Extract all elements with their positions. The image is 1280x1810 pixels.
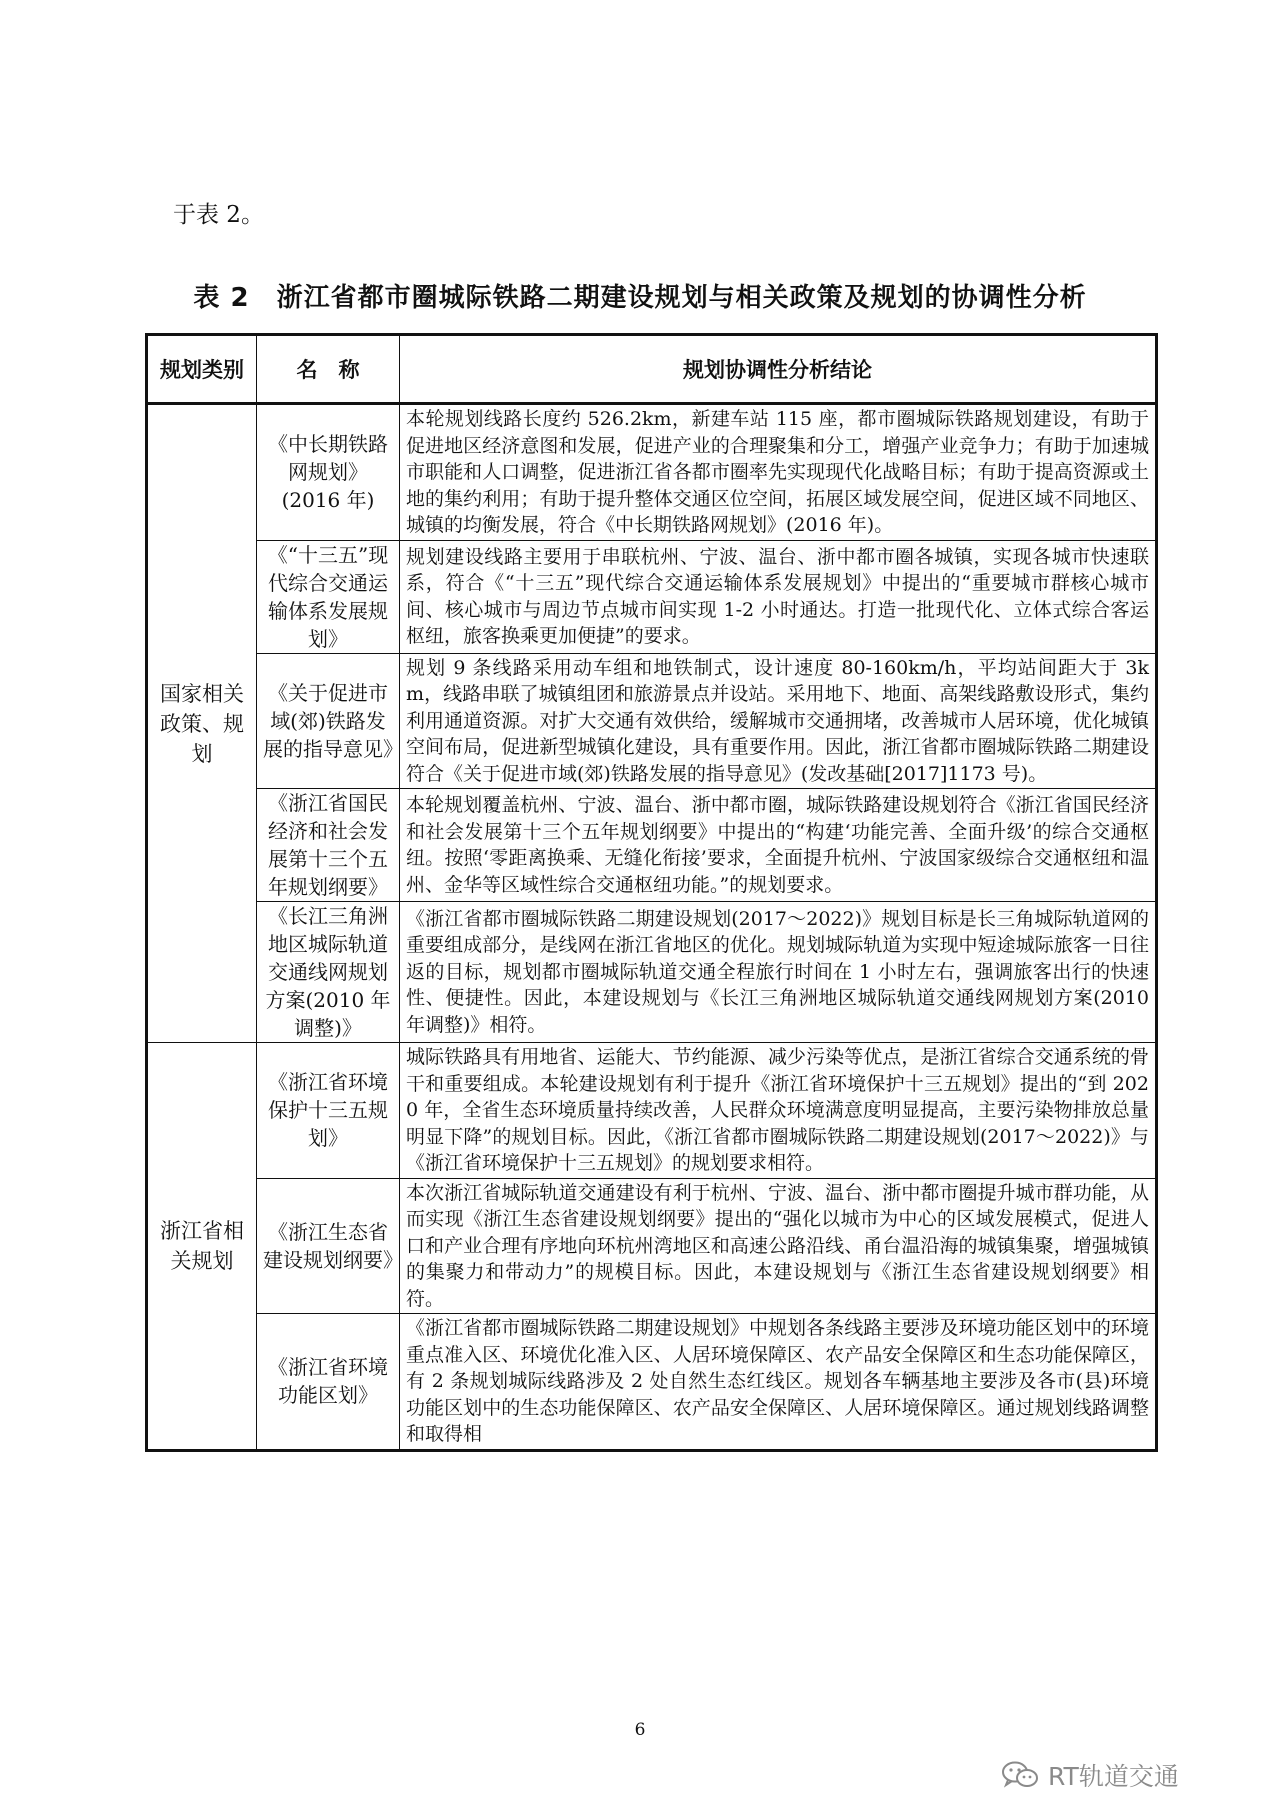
plan-name-cell: 《浙江省环境保护十三五规划》 bbox=[257, 1043, 400, 1179]
table-row bbox=[147, 653, 1157, 789]
table-header-row bbox=[147, 335, 1157, 404]
plan-name-cell: 《中长期铁路网规划》(2016 年) bbox=[257, 404, 400, 541]
header-name: 名 称 bbox=[257, 335, 400, 404]
plan-name-cell: 《浙江省环境功能区划》 bbox=[257, 1314, 400, 1451]
plan-name-cell: 《长江三角洲地区城际轨道交通线网规划方案(2010 年调整)》 bbox=[257, 902, 400, 1043]
plan-name-cell: 《浙江省国民经济和社会发展第十三个五年规划纲要》 bbox=[257, 789, 400, 902]
conclusion-cell: 本轮规划线路长度约 526.2km，新建车站 115 座，都市圈城际铁路规划建设，有助于促进地区经济意图和发展，促进产业的合理聚集和分工，增强产业竞争力；有助于加速城市职能和人口调整，促进浙江省各都市圈率先实现现代化战略目标；有助于提高资源或土地的集约利用；有助于提升整体交通区位空间，拓展区域发展空间，促进区域不同地区、城镇的均衡发展，符合《中长期铁路网规划》(2016 年)。 bbox=[400, 404, 1157, 541]
table-row bbox=[147, 404, 1157, 541]
conclusion-cell: 本次浙江省城际轨道交通建设有利于杭州、宁波、温台、浙中都市圈提升城市群功能，从而实现《浙江生态省建设规划纲要》提出的“强化以城市为中心的区域发展模式，促进人口和产业合理有序地向环杭州湾地区和高速公路沿线、甬台温沿海的城镇集聚，增强城镇的集聚力和带动力”的规模目标。因此，本建设规划与《浙江生态省建设规划纲要》相符。 bbox=[400, 1178, 1157, 1314]
plan-name-cell: 《关于促进市域(郊)铁路发展的指导意见》 bbox=[257, 653, 400, 789]
watermark bbox=[1000, 1757, 1179, 1793]
watermark-text: RT轨道交通 bbox=[1048, 1762, 1179, 1791]
conclusion-cell: 城际铁路具有用地省、运能大、节约能源、减少污染等优点，是浙江省综合交通系统的骨干和重要组成。本轮建设规划有利于提升《浙江省环境保护十三五规划》提出的“到 2020 年，全省生态环境质量持续改善，人民群众环境满意度明显提高，主要污染物排放总量明显下降”的规划目标。因此，《浙江省都市圈城际铁路二期建设规划(2017～2022)》与《浙江省环境保护十三五规划》的规划要求相符。 bbox=[400, 1043, 1157, 1179]
category-cell: 国家相关政策、规划 bbox=[147, 404, 257, 1043]
wechat-icon bbox=[1000, 1760, 1040, 1790]
table-row bbox=[147, 1314, 1157, 1451]
conclusion-cell: 《浙江省都市圈城际铁路二期建设规划(2017～2022)》规划目标是长三角城际轨道网的重要组成部分，是线网在浙江省地区的优化。规划城际轨道为实现中短途城际旅客一日往返的目标，规划都市圈城际轨道交通全程旅行时间在 1 小时左右，强调旅客出行的快速性、便捷性。因此，本建设规划与《长江三角洲地区城际轨道交通线网规划方案(2010 年调整)》相符。 bbox=[400, 902, 1157, 1043]
page-number: 6 bbox=[634, 1720, 646, 1740]
table-row bbox=[147, 789, 1157, 902]
plan-name-cell: 《“十三五”现代综合交通运输体系发展规划》 bbox=[257, 540, 400, 653]
table-row bbox=[147, 1043, 1157, 1179]
conclusion-cell: 《浙江省都市圈城际铁路二期建设规划》中规划各条线路主要涉及环境功能区划中的环境重点准入区、环境优化准入区、人居环境保障区、农产品安全保障区和生态功能保障区，有 2 条规划城际线路涉及 2 处自然生态红线区。规划各车辆基地主要涉及各市(县)环境功能区划中的生态功能保障区、农产品安全保障区、人居环境保障区。通过规划线路调整和取得相 bbox=[400, 1314, 1157, 1451]
coordination-table bbox=[145, 333, 1158, 1452]
table-row bbox=[147, 902, 1157, 1043]
table-row bbox=[147, 540, 1157, 653]
header-category: 规划类别 bbox=[147, 335, 257, 404]
category-cell: 浙江省相关规划 bbox=[147, 1043, 257, 1451]
plan-name-cell: 《浙江生态省建设规划纲要》 bbox=[257, 1178, 400, 1314]
table-title: 表 2 浙江省都市圈城际铁路二期建设规划与相关政策及规划的协调性分析 bbox=[193, 283, 1087, 313]
table-row bbox=[147, 1178, 1157, 1314]
intro-text: 于表 2。 bbox=[173, 202, 264, 228]
conclusion-cell: 规划 9 条线路采用动车组和地铁制式，设计速度 80-160km/h，平均站间距大于 3km，线路串联了城镇组团和旅游景点并设站。采用地下、地面、高架线路敷设形式，集约利用通道资源。对扩大交通有效供给，缓解城市交通拥堵，改善城市人居环境，优化城镇空间布局，促进新型城镇化建设，具有重要作用。因此，浙江省都市圈城际铁路二期建设符合《关于促进市域(郊)铁路发展的指导意见》(发改基础[2017]1173 号)。 bbox=[400, 653, 1157, 789]
conclusion-cell: 规划建设线路主要用于串联杭州、宁波、温台、浙中都市圈各城镇，实现各城市快速联系，符合《“十三五”现代综合交通运输体系发展规划》中提出的“重要城市群核心城市间、核心城市与周边节点城市间实现 1-2 小时通达。打造一批现代化、立体式综合客运枢纽，旅客换乘更加便捷”的要求。 bbox=[400, 540, 1157, 653]
conclusion-cell: 本轮规划覆盖杭州、宁波、温台、浙中都市圈，城际铁路建设规划符合《浙江省国民经济和社会发展第十三个五年规划纲要》中提出的“构建‘功能完善、全面升级’的综合交通枢纽。按照‘零距离换乘、无缝化衔接’要求，全面提升杭州、宁波国家级综合交通枢纽和温州、金华等区域性综合交通枢纽功能。”的规划要求。 bbox=[400, 789, 1157, 902]
header-conclusion: 规划协调性分析结论 bbox=[400, 335, 1157, 404]
